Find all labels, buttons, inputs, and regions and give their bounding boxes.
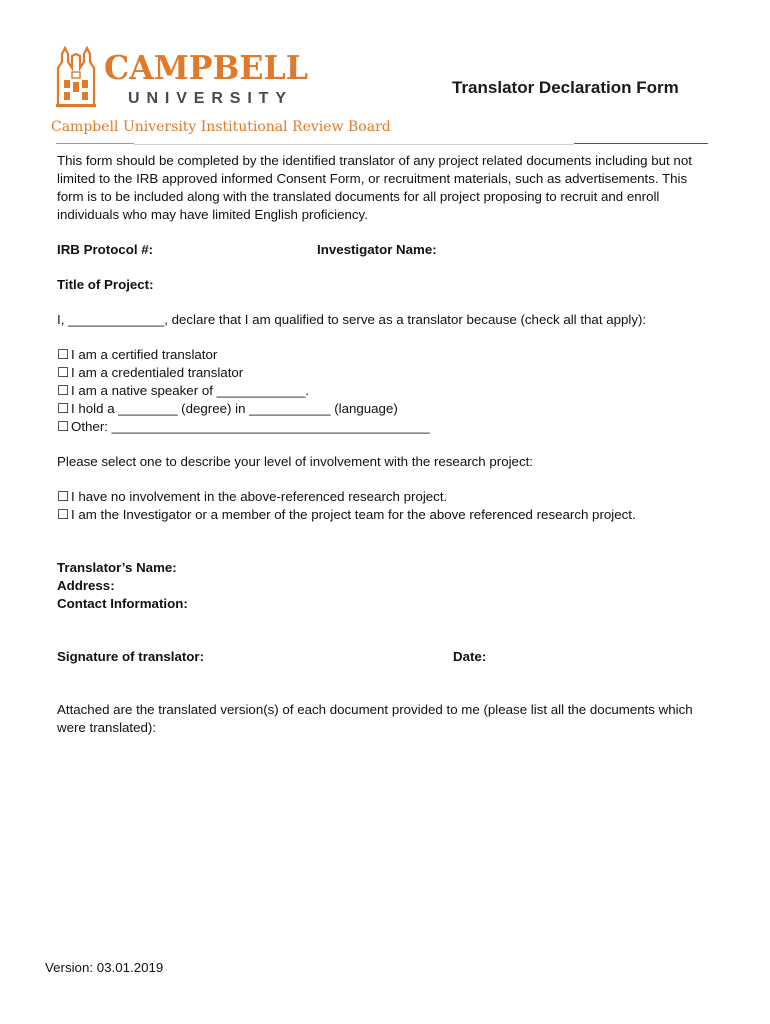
attached-documents-note: Attached are the translated version(s) of each document provided to me (please list all the documents which were translated): bbox=[57, 702, 693, 735]
header-rule-middle bbox=[134, 144, 574, 145]
qualification-item bbox=[57, 364, 717, 382]
title-of-project-label: Title of Project: bbox=[57, 277, 154, 292]
header-rule-right bbox=[574, 143, 708, 144]
form-instructions: This form should be completed by the identified translator of any project related documents including but not limited to the IRB approved informed Consent Form, or recruitment materials, such as advertisements. This form is to be included along with the translated documents for all project proposing to recruit and enroll individuals who may have limited English proficiency. bbox=[57, 153, 692, 222]
irb-protocol-label: IRB Protocol #: bbox=[57, 242, 154, 257]
building-tower-icon bbox=[56, 48, 96, 107]
checkbox-certified[interactable]: ☐ bbox=[57, 347, 69, 362]
protocol-row bbox=[57, 241, 717, 259]
contact-information-label: Contact Information: bbox=[57, 596, 188, 611]
checkbox-native-speaker[interactable]: ☐ bbox=[57, 383, 69, 398]
logo-subtitle: UNIVERSITY bbox=[128, 90, 286, 107]
qualification-label: I am a certified translator bbox=[71, 347, 218, 362]
involvement-options bbox=[57, 488, 717, 524]
campbell-university-logo bbox=[52, 46, 312, 110]
involvement-label: I have no involvement in the above-referenced research project. bbox=[71, 489, 448, 504]
signature-label: Signature of translator: bbox=[57, 649, 205, 664]
checkbox-degree[interactable]: ☐ bbox=[57, 401, 69, 416]
involvement-prompt: Please select one to describe your level of involvement with the research project: bbox=[57, 454, 533, 469]
translator-info bbox=[57, 559, 717, 613]
translator-name-label: Translator’s Name: bbox=[57, 560, 177, 575]
qualification-label: I am a credentialed translator bbox=[71, 365, 244, 380]
qualification-label: I hold a ________ (degree) in ___________ (language) bbox=[71, 401, 398, 416]
date-label: Date: bbox=[453, 649, 487, 664]
qualification-label: I am a native speaker of ____________. bbox=[71, 383, 310, 398]
checkbox-no-involvement[interactable]: ☐ bbox=[57, 489, 69, 504]
signature-row bbox=[57, 648, 717, 666]
checkbox-credentialed[interactable]: ☐ bbox=[57, 365, 69, 380]
involvement-item bbox=[57, 488, 717, 506]
involvement-label: I am the Investigator or a member of the project team for the above referenced research project. bbox=[71, 507, 636, 522]
version-footer: Version: 03.01.2019 bbox=[45, 960, 164, 975]
checkbox-other[interactable]: ☐ bbox=[57, 419, 69, 434]
declaration-statement: I, _____________, declare that I am qualified to serve as a translator because (check all that apply): bbox=[57, 312, 647, 327]
involvement-item bbox=[57, 506, 717, 524]
logo-wordmark: CAMPBELL bbox=[104, 48, 308, 87]
checkbox-project-team[interactable]: ☐ bbox=[57, 507, 69, 522]
qualification-checklist bbox=[57, 346, 717, 436]
qualification-item bbox=[57, 346, 717, 364]
address-label: Address: bbox=[57, 578, 115, 593]
qualification-label: Other: ___________________________________________ bbox=[71, 419, 430, 434]
qualification-item bbox=[57, 382, 717, 400]
qualification-item bbox=[57, 418, 717, 436]
form-title: Translator Declaration Form bbox=[452, 78, 679, 97]
irb-board-name: Campbell University Institutional Review Board bbox=[51, 119, 391, 135]
header-rule-left bbox=[56, 143, 134, 144]
qualification-item bbox=[57, 400, 717, 418]
form-body bbox=[57, 152, 717, 737]
investigator-name-label: Investigator Name: bbox=[317, 242, 437, 257]
